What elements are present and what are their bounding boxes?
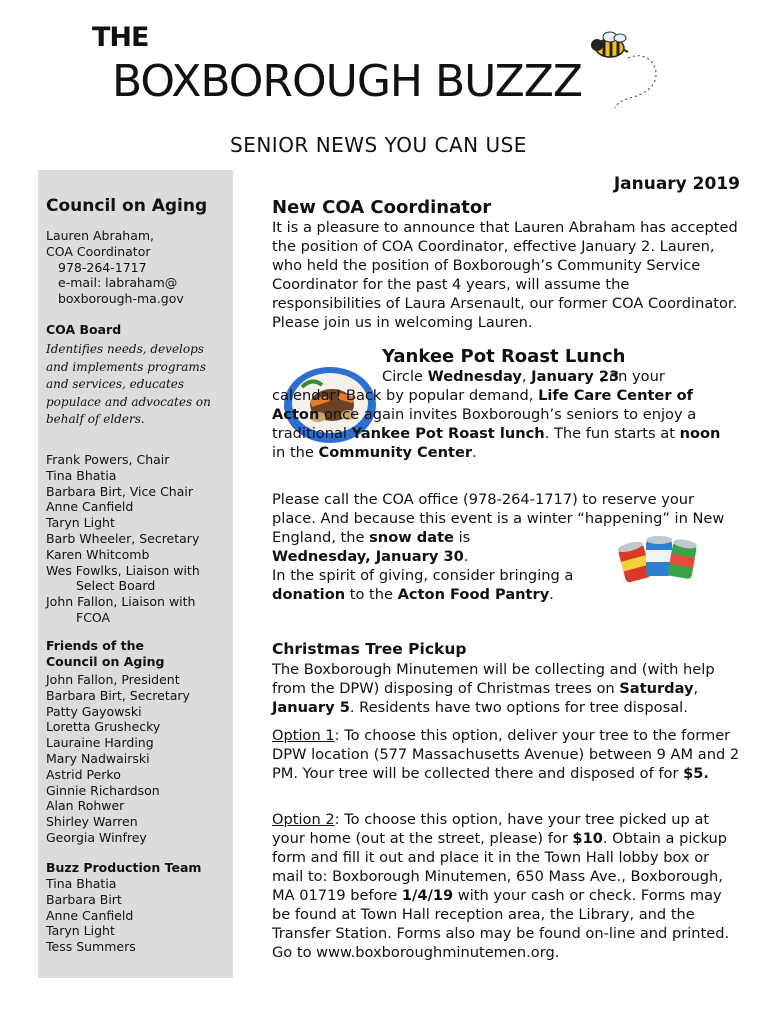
event-date: January 23	[531, 368, 620, 385]
list-item: Astrid Perko	[46, 766, 121, 782]
coa-contact	[46, 228, 184, 307]
coordinator-body: It is a pleasure to announce that Lauren Abraham has accepted the position of COA Coordinator, effective January 2. Lauren, who held the position of Boxborough’s Community Service Coordinator for the past 4 years, will assume the responsibilities of Laura Arsenault, our former COA Coordinator. Please join us in welcoming Lauren.	[272, 219, 738, 331]
text: donation	[272, 586, 346, 603]
masthead-the: THE	[92, 22, 149, 53]
text: : To choose this option, have your tree picked up at your home (out at the street, please) for	[272, 811, 710, 847]
friends-heading	[46, 638, 164, 670]
event-name: Yankee Pot Roast lunch	[351, 425, 545, 442]
bee-icon	[580, 28, 670, 113]
text: Circle	[382, 368, 428, 385]
event-location: Community Center	[318, 444, 473, 461]
tree-heading: Christmas Tree Pickup	[272, 640, 467, 658]
text: : To choose this option, deliver your tree to the former DPW location (577 Massachusetts Avenue) between 9 AM and 2 PM. Your tree will be collected there and disposed of for	[272, 727, 740, 782]
list-item: Ginnie Richardson	[46, 782, 160, 798]
board-description: Identifies needs, develops and implements programs and services, educates populace and advocates on behalf of elders.	[46, 342, 211, 426]
option-2-label: Option 2	[272, 811, 335, 828]
list-item: Anne Canfield	[46, 907, 134, 923]
option-1-label: Option 1	[272, 727, 335, 744]
pot-roast-heading: Yankee Pot Roast Lunch	[382, 346, 626, 367]
list-item: Patty Gayowski	[46, 703, 142, 719]
list-item: Barbara Birt, Vice Chair	[46, 483, 193, 499]
list-item: Mary Nadwairski	[46, 750, 150, 766]
list-item: Anne Canfield	[46, 499, 134, 515]
list-item: Taryn Light	[46, 515, 115, 531]
contact-email-domain: boxborough-ma.gov	[58, 291, 184, 307]
list-item: Barbara Birt	[46, 891, 122, 907]
friends-heading-line: Friends of the	[46, 638, 145, 653]
pot-roast-donation	[272, 566, 602, 604]
list-item: Alan Rohwer	[46, 798, 125, 814]
text: with your cash or check. Forms may be found at Town Hall reception area, the Library, and the Transfer Station. Forms also may be found on-line and printed. Go to www.boxboroughminutemen.org.	[272, 887, 730, 961]
text: , on your calendar! Back by popular demand,	[272, 368, 665, 404]
text: snow date	[369, 529, 454, 546]
text: in the	[272, 444, 319, 461]
tree-intro	[272, 660, 742, 717]
tree-option-2	[272, 810, 742, 962]
text: . Residents have two options for tree disposal.	[349, 699, 688, 716]
event-day: Wednesday	[427, 368, 522, 385]
text: Please call the COA office (978-264-1717) to reserve your place. And because this event is a winter “happening” in New England, the	[272, 491, 725, 546]
production-members	[46, 876, 136, 955]
list-item: Georgia Winfrey	[46, 829, 147, 845]
text: to the	[345, 586, 398, 603]
sidebar-heading: Council on Aging	[46, 196, 208, 216]
contact-phone: 978-264-1717	[58, 259, 147, 275]
list-item: Select Board	[76, 578, 156, 594]
list-item: Wes Fowlks, Liaison with	[46, 562, 200, 578]
list-item: Frank Powers, Chair	[46, 452, 170, 467]
text: .	[463, 548, 469, 565]
text: ,	[693, 680, 699, 697]
pickup-day: Saturday	[619, 680, 694, 697]
board-heading: COA Board	[46, 322, 122, 337]
tree-option-1	[272, 726, 742, 783]
coordinator-heading: New COA Coordinator	[272, 197, 492, 218]
option-1-price: $5.	[683, 765, 709, 782]
masthead-title: BOXBOROUGH BUZZZ	[112, 56, 583, 107]
list-item: Barbara Birt, Secretary	[46, 687, 190, 703]
text: In the spirit of giving, consider bringing a	[272, 567, 574, 584]
list-item: Lauraine Harding	[46, 735, 154, 751]
list-item: Loretta Grushecky	[46, 719, 161, 735]
list-item: Shirley Warren	[46, 814, 138, 830]
list-item: FCOA	[76, 609, 111, 625]
food-pantry: Acton Food Pantry	[397, 586, 550, 603]
issue-date: January 2019	[613, 174, 740, 194]
text: ,	[521, 368, 532, 385]
option-2-price: $10	[572, 830, 603, 847]
contact-line: Lauren Abraham,	[46, 228, 155, 243]
snow-date: Wednesday, January 30	[272, 548, 464, 565]
text: .	[549, 586, 554, 603]
pot-roast-body	[272, 367, 738, 462]
deadline-date: 1/4/19	[401, 887, 454, 904]
board-members	[46, 452, 200, 626]
text: . Obtain a pickup form and fill it out and place it in the Town Hall lobby box or mail to: Boxborough Minutemen, 650 Mass Ave., Boxborough, MA 01719 before	[272, 830, 727, 904]
friends-members	[46, 672, 190, 846]
friends-heading-line: Council on Aging	[46, 653, 165, 669]
event-time: noon	[679, 425, 721, 442]
masthead-tagline: SENIOR NEWS YOU CAN USE	[230, 133, 527, 157]
text: . The fun starts at	[544, 425, 680, 442]
text: The Boxborough Minutemen will be collecting and (with help from the DPW) disposing of Christmas trees on	[272, 661, 715, 697]
list-item: Karen Whitcomb	[46, 546, 150, 562]
list-item: Tina Bhatia	[46, 876, 117, 891]
list-item: Tina Bhatia	[46, 467, 117, 483]
list-item: John Fallon, Liaison with	[46, 594, 196, 610]
list-item: Taryn Light	[46, 923, 115, 939]
list-item: Tess Summers	[46, 939, 136, 955]
list-item: John Fallon, President	[46, 672, 180, 687]
pickup-date: January 5	[272, 699, 350, 716]
contact-line: COA Coordinator	[46, 243, 151, 259]
food-cans-image	[616, 532, 700, 590]
text: once again invites Boxborough’s seniors to enjoy a traditional	[272, 406, 697, 442]
production-heading: Buzz Production Team	[46, 860, 202, 875]
contact-email: e-mail: labraham@	[58, 275, 178, 291]
text: .	[472, 444, 477, 461]
text: is	[453, 529, 471, 546]
host-venue: Life Care Center of Acton	[272, 387, 693, 423]
list-item: Barb Wheeler, Secretary	[46, 530, 200, 546]
